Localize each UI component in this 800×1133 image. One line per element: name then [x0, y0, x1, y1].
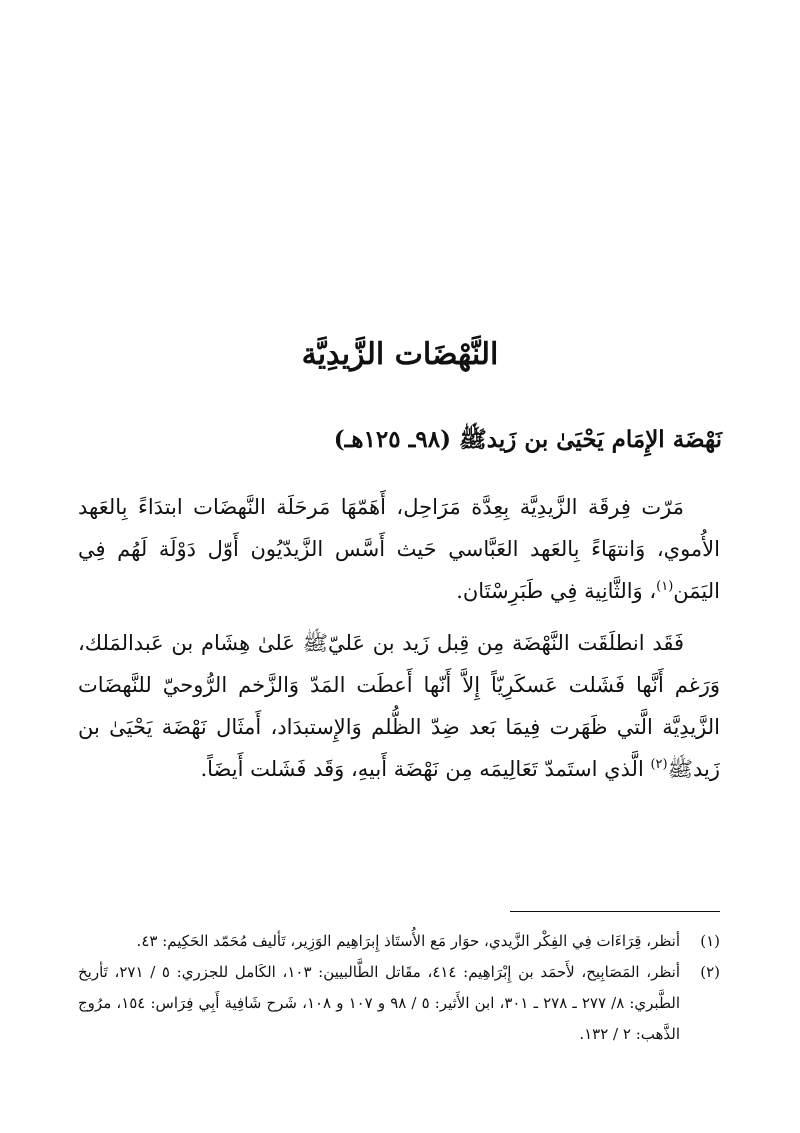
footnotes: [78, 926, 720, 1050]
paragraph-1-tail: ، وَالثَّانِية فِي طَبَرِسْتَان.: [456, 579, 657, 603]
footnote-2: [78, 957, 720, 1050]
chapter-title: النَّهْضَات الزَّيدِيَّة: [301, 337, 499, 372]
paragraph-2-text: فَقَد انطلَقَت النَّهْضَة مِن قِبل زَيد بن عَليّﷺ عَلىٰ هِشَام بن عَبدالمَلك، وَرَغم أَنَّها فَشَلت عَسكَرِيّاً إِلاَّ أَنّها أَعطَت المَدّ وَالزَّخم الرُّوحيّ للنَّهضَات الزَّيدِيَّة الَّتي ظَهَرت فِيمَا بَعد ضِدّ الظُّلم وَالإِستبدَاد، أَمثَال نَهْضَة يَحْيَىٰ بن زَيدﷺ: [78, 631, 720, 781]
footnote-1: [78, 926, 720, 957]
footnote-number: (١): [700, 932, 720, 950]
paragraph-1-text: مَرّت فِرقَة الزَّيدِيَّة بِعِدَّة مَرَاحِل، أَهَمّهَا مَرحَلَة النَّهضَات ابتدَاءً بِالعَهد الأُموي، وَانتهَاءً بِالعَهد العَبَّاسي حَيث أَسَّس الزَّيدّيُون أَوّل دَوْلَة لَهُم فِي اليَمَن: [78, 495, 720, 603]
footnote-separator: [510, 911, 720, 912]
footnote-ref-2: (٢): [650, 757, 668, 772]
section-heading: نَهْضَة الإِمَام يَحْيَىٰ بن زَيدﷺ (٩٨ـ ١٢٥هـ): [333, 426, 722, 453]
paragraph-1: [78, 486, 720, 612]
paragraph-2: [78, 622, 720, 790]
body-text: [78, 486, 720, 790]
footnote-text: أنظر، قِرَاءَات فِي الفِكْر الزَّيدي، حوَار مَع الأُستَاذ إِبرَاهِيم الوَزِير، تَأليف مُحَمّد الحَكِيم: ٤٣.: [136, 932, 680, 950]
paragraph-2-tail: الَّذي استَمدّ تَعَالِيمَه مِن نَهْضَة أَبيهِ، وَقَد فَشَلت أَيضَاً.: [200, 757, 644, 781]
footnote-text: أنظر، المَصَابِيح، لأَحمَد بن إِبْرَاهِيم: ٤١٤، مقَاتل الطَّالبيين: ١٠٣، الكَامل للجزري: ٥ / ٢٧١، تَأريخ الطَّبري: ٨/ ٢٧٧ ـ ٢٧٨ ـ ٣٠١، ابن الأَثير: ٥ / ٩٨ و ١٠٧ و ١٠٨، شَرح شَافِية أَبِي فِرَاس: ١٥٤، مرُوج الذَّهب: ٢ / ١٣٢.: [78, 963, 681, 1043]
footnote-number: (٢): [700, 963, 720, 981]
footnote-ref-1: (١): [656, 579, 674, 594]
